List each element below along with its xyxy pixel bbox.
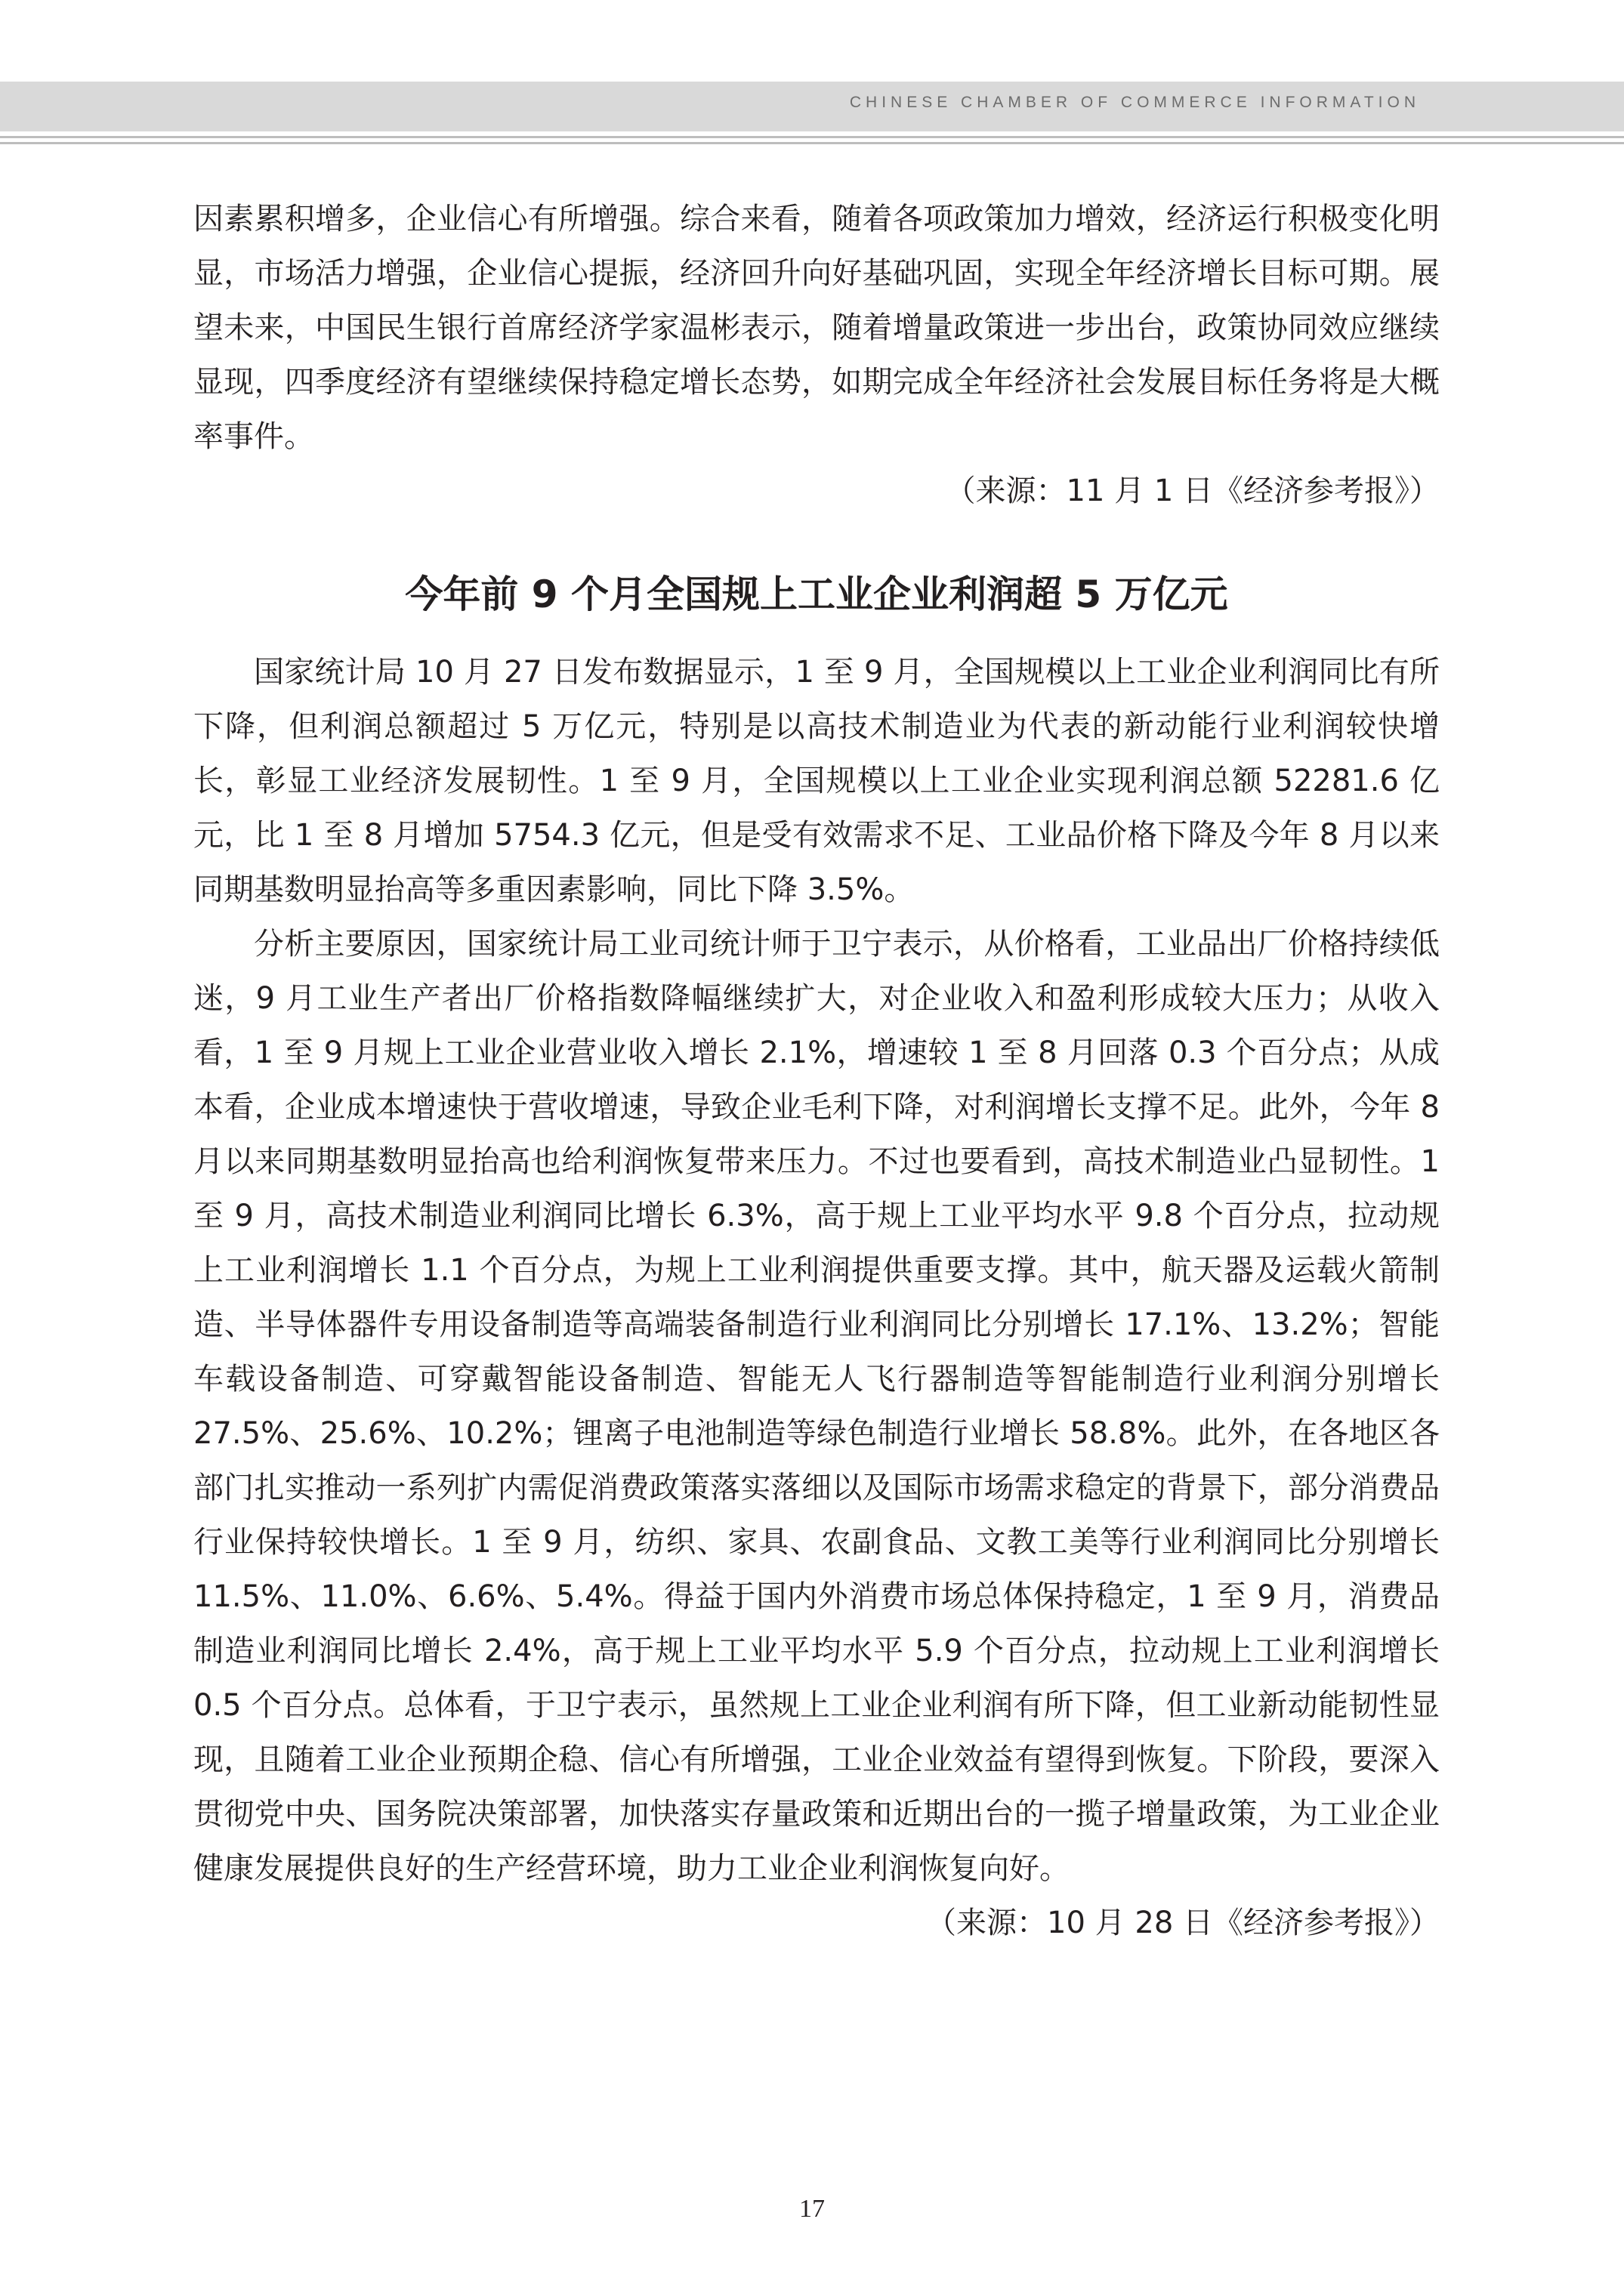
header-divider-top <box>0 136 1624 138</box>
page-number: 17 <box>799 2195 825 2223</box>
running-header: CHINESE CHAMBER OF COMMERCE INFORMATION <box>849 94 1420 111</box>
page-content <box>193 192 1440 1950</box>
article2-paragraph-1: 国家统计局 10 月 27 日发布数据显示，1 至 9 月，全国规模以上工业企业利润同比有所下降，但利润总额超过 5 万亿元，特别是以高技术制造业为代表的新动能行业利润较快增长，彰显工业经济发展韧性。1 至 9 月，全国规模以上工业企业实现利润总额 52281.6 亿元，比 1 至 8 月增加 5754.3 亿元，但是受有效需求不足、工业品价格下降及今年 8 月以来同期基数明显抬高等多重因素影响，同比下降 3.5%。 <box>193 655 1440 907</box>
article2-title: 今年前 9 个月全国规上工业企业利润超 5 万亿元 <box>405 572 1228 616</box>
article1-continuation: 因素累积增多，企业信心有所增强。综合来看，随着各项政策加力增效，经济运行积极变化明显，市场活力增强，企业信心提振，经济回升向好基础巩固，实现全年经济增长目标可期。展望未来，中国民生银行首席经济学家温彬表示，随着增量政策进一步出台，政策协同效应继续显现，四季度经济有望继续保持稳定增长态势，如期完成全年经济社会发展目标任务将是大概率事件。 <box>193 202 1440 454</box>
article1-source: （来源：11 月 1 日《经济参考报》） <box>945 474 1440 508</box>
article2-source: （来源：10 月 28 日《经济参考报》） <box>926 1906 1440 1940</box>
header-divider-bottom <box>0 142 1624 144</box>
article2-paragraph-2: 分析主要原因，国家统计局工业司统计师于卫宁表示，从价格看，工业品出厂价格持续低迷，9 月工业生产者出厂价格指数降幅继续扩大，对企业收入和盈利形成较大压力；从收入看，1 至 9 月规上工业企业营业收入增长 2.1%，增速较 1 至 8 月回落 0.3 个百分点；从成本看，企业成本增速快于营收增速，导致企业毛利下降，对利润增长支撑不足。此外，今年 8 月以来同期基数明显抬高也给利润恢复带来压力。不过也要看到，高技术制造业凸显韧性。1 至 9 月，高技术制造业利润同比增长 6.3%，高于规上工业平均水平 9.8 个百分点，拉动规上工业利润增长 1.1 个百分点，为规上工业利润提供重要支撑。其中，航天器及运载火箭制造、半导体器件专用设备制造等高端装备制造行业利润同比分别增长 17.1%、13.2%；智能车载设备制造、可穿戴智能设备制造、智能无人飞行器制造等智能制造行业利润分别增长 27.5%、25.6%、10.2%；锂离子电池制造等绿色制造行业增长 58.8%。此外，在各地区各部门扎实推动一系列扩内需促消费政策落实落细以及国际市场需求稳定的背景下，部分消费品行业保持较快增长。1 至 9 月，纺织、家具、农副食品、文教工美等行业利润同比分别增长 11.5%、11.0%、6.6%、5.4%。得益于国内外消费市场总体保持稳定，1 至 9 月，消费品制造业利润同比增长 2.4%，高于规上工业平均水平 5.9 个百分点，拉动规上工业利润增长 0.5 个百分点。总体看，于卫宁表示，虽然规上工业企业利润有所下降，但工业新动能韧性显现，且随着工业企业预期企稳、信心有所增强，工业企业效益有望得到恢复。下阶段，要深入贯彻党中央、国务院决策部署，加快落实存量政策和近期出台的一揽子增量政策，为工业企业健康发展提供良好的生产经营环境，助力工业企业利润恢复向好。 <box>193 927 1440 1886</box>
